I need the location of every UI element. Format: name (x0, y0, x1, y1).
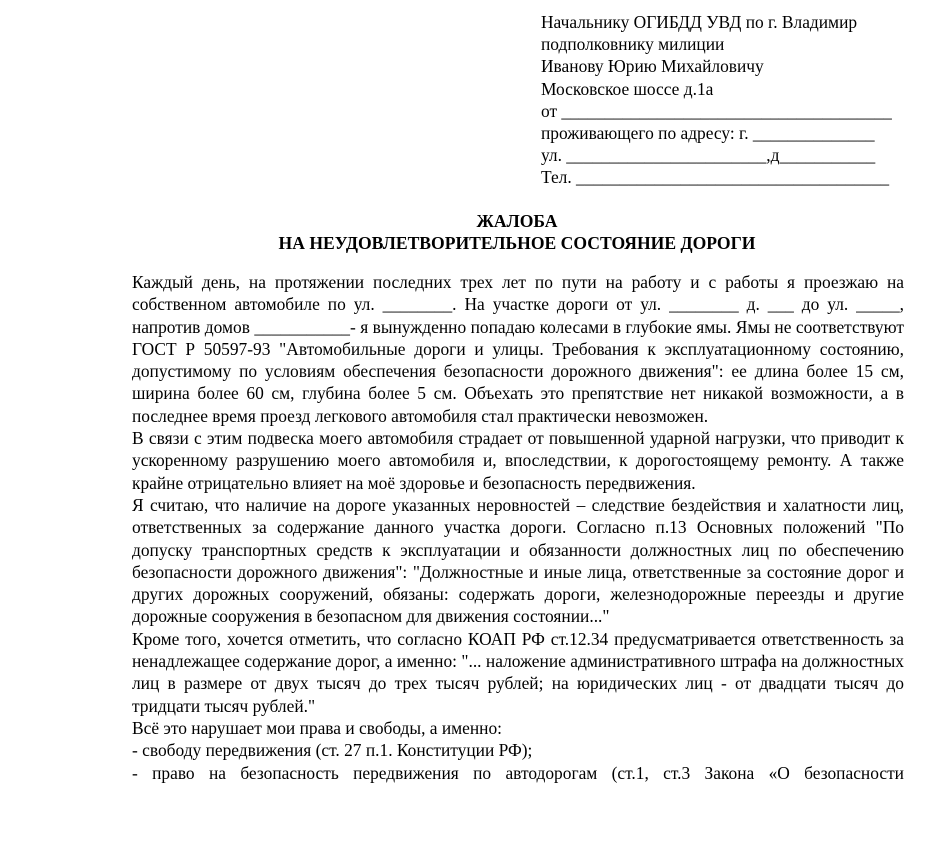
addressee-line: Начальнику ОГИБДД УВД по г. Владимир (541, 12, 858, 32)
paragraph-vehicle-damage: В связи с этим подвеска моего автомобиля страдает от повышенной ударной нагрузки, что приводит к ускоренному разрушению моего автомобиля и, впоследствии, к дорогостоящему ремонту. А также крайне отрицательно влияет на моё здоровье и безопасность передвижения. (132, 428, 904, 493)
paragraph-rights-intro: Всё это нарушает мои права и свободы, а именно: (132, 717, 503, 738)
list-item-safety: - право на безопасность передвижения по автодорогам (ст.1, ст.3 Закона «О безопасности (132, 762, 904, 783)
sender-phone-line: Тел. ____________________________________ (541, 167, 890, 188)
paragraph-road-defects: Каждый день, на протяжении последних трех лет по пути на работу и с работы я проезжаю на собственном автомобиле по ул. ________. На участке дороги от ул. ________ д. ___ до ул. _____, напротив домов ___________- я вынужденно попадаю колесами в глубокие ямы. Ямы не соответствуют ГОСТ Р 50597-93 "Автомобильные дороги и улицы. Требования к эксплуатационному состоянию, допустимому по условиям обеспечения безопасности дорожного движения": ее длина более 15 см, ширина более 60 см, глубина более 5 см. Объехать это препятствие нет никакой возможности, а в последнее время проезд легкового автомобиля стал практически невозможен. (132, 272, 904, 426)
document-body (132, 271, 904, 784)
addressee-address: Московское шоссе д.1а (541, 78, 714, 99)
paragraph-liability: Кроме того, хочется отметить, что согласно КОАП РФ ст.12.34 предусматривается ответственность за ненадлежащее содержание дорог, а именно: "... наложение административного штрафа на должностных лиц в размере от двух тысяч до трех тысяч рублей; на юридических лиц - от двадцати тысяч до тридцати тысяч рублей." (132, 628, 904, 716)
sender-city-line: проживающего по адресу: г. ______________ (541, 123, 875, 144)
sender-from-line: от ______________________________________ (541, 100, 892, 121)
document-subtitle: НА НЕУДОВЛЕТВОРИТЕЛЬНОЕ СОСТОЯНИЕ ДОРОГИ (278, 233, 756, 253)
addressee-name: Иванову Юрию Михайловичу (541, 56, 764, 77)
paragraph-negligence: Я считаю, что наличие на дороге указанных неровностей – следствие бездействия и халатности лиц, ответственных за содержание данного участка дороги. Согласно п.13 Основных положений "По допуску транспортных средств к эксплуатации и обязанности должностных лиц по обеспечению безопасности дорожного движения": "Должностные и иные лица, ответственные за состояние дорог и других дорожных сооружений, обязаны: содержать дороги, железнодорожные переезды и другие дорожные сооружения в безопасном для движения состоянии..." (132, 494, 904, 627)
addressee-rank: подполковнику милиции (541, 34, 725, 55)
list-item-freedom: - свободу передвижения (ст. 27 п.1. Конституции РФ); (132, 740, 533, 761)
document-title: ЖАЛОБА (476, 211, 558, 231)
address-block (541, 11, 911, 189)
sender-street-line: ул. _______________________,д___________ (541, 145, 876, 166)
